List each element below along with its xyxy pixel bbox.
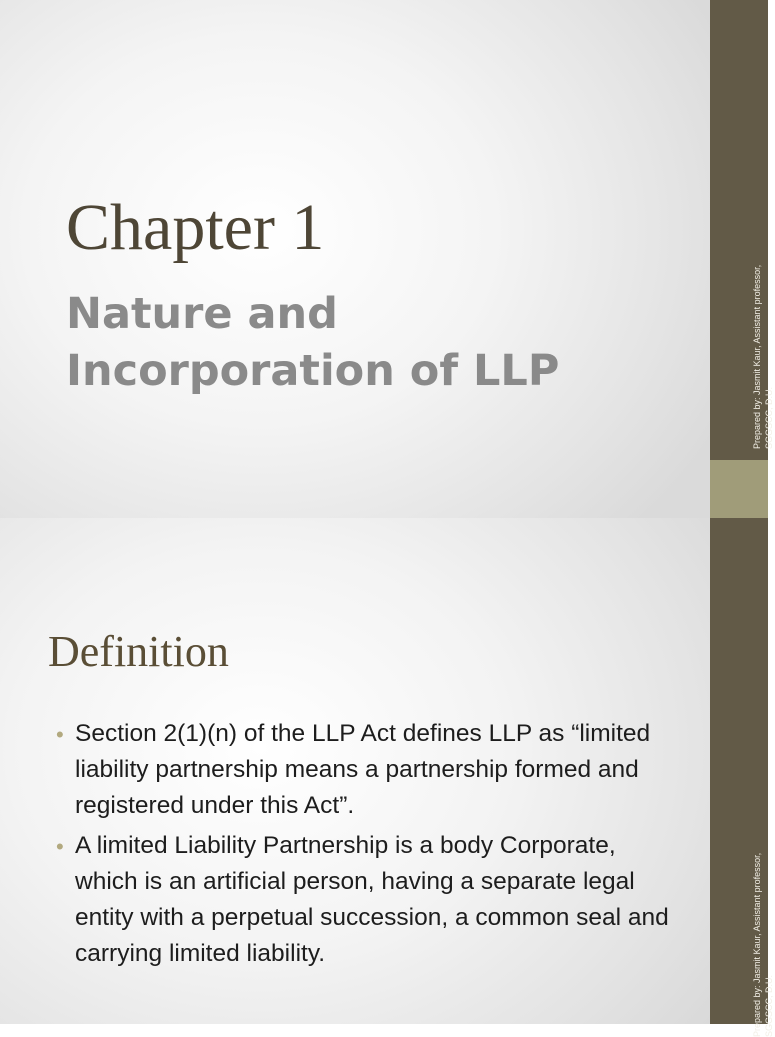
sidebar-credit: Prepared by: Jasmit Kaur, Assistant professor, SGGSCC, D.U. <box>752 264 774 449</box>
bullet-text: A limited Liability Partnership is a body Corporate, which is an artificial person, having a separate legal entity with a perpetual succession, a common seal and carrying limited liability. <box>75 832 669 967</box>
bullet-list <box>56 716 674 976</box>
bullet-item <box>56 828 674 972</box>
sidebar-accent-block <box>710 460 768 518</box>
bullet-marker-icon: • <box>56 722 64 747</box>
bullet-text: Section 2(1)(n) of the LLP Act defines LLP as “limited liability partnership means a partnership formed and registered under this Act”. <box>75 720 651 819</box>
slide-title <box>0 0 774 518</box>
section-title: Definition <box>48 627 229 676</box>
bullet-item <box>56 716 674 824</box>
chapter-subtitle: Nature and Incorporation of LLP <box>66 289 560 396</box>
sidebar-credit: Prepared by: Jasmit Kaur, Assistant professor, SGGSCC, D.U. <box>752 852 774 1037</box>
bullet-marker-icon: • <box>56 834 64 859</box>
chapter-title: Chapter 1 <box>66 191 325 264</box>
slide-definition <box>0 518 774 1037</box>
